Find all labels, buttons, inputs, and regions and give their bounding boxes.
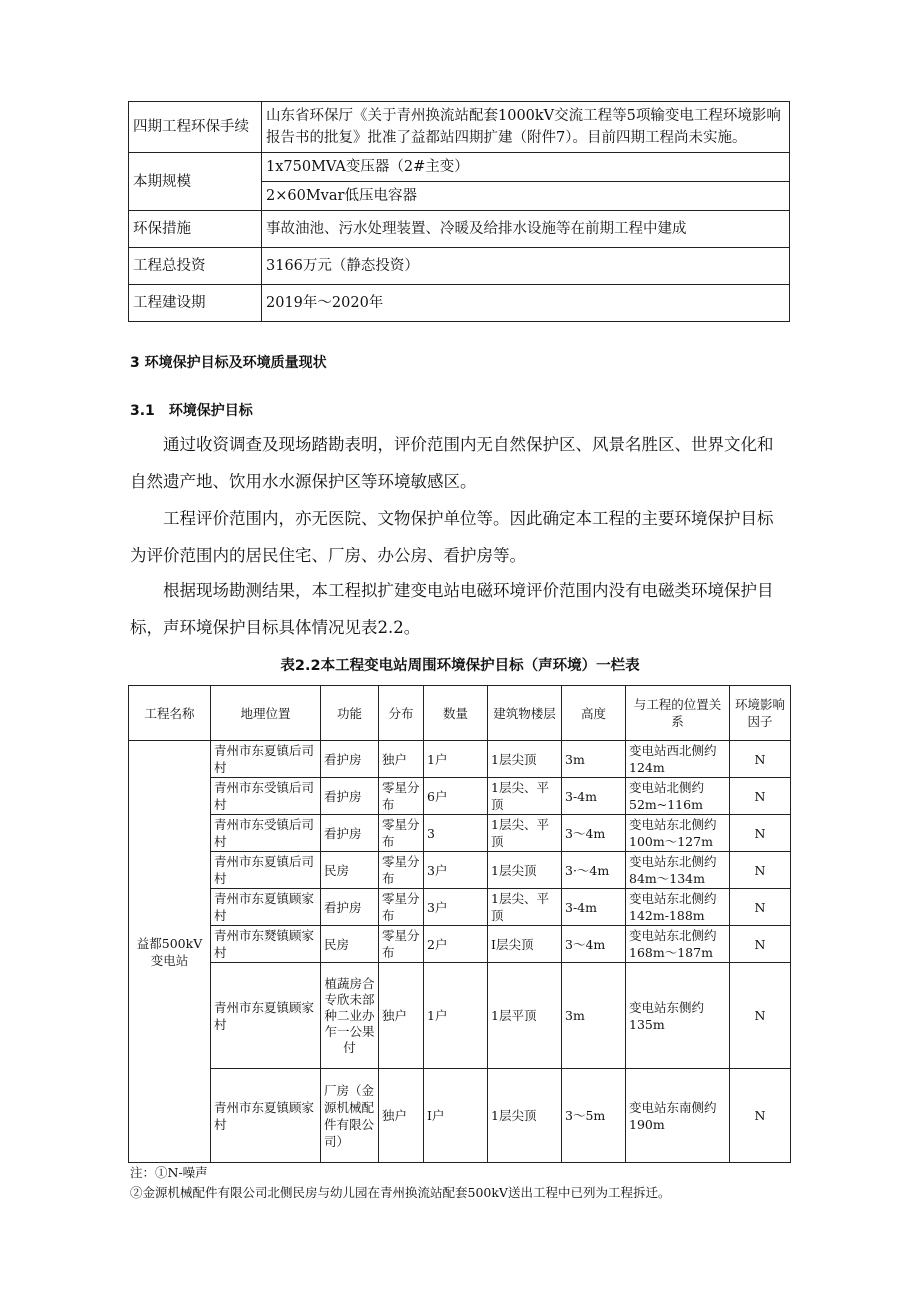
- subsection-title: 环境保护目标: [168, 403, 253, 419]
- quantity-cell: 6户: [424, 778, 488, 815]
- table-row: [129, 889, 791, 926]
- height-cell: 3m: [562, 741, 626, 778]
- distribution-cell: 零星分布: [379, 852, 424, 889]
- project-name-cell: 益都500kV变电站: [129, 741, 211, 1163]
- table-row: [129, 153, 790, 182]
- column-header: 工程名称: [129, 686, 211, 741]
- note-line: 注：①N-噪声: [130, 1165, 208, 1180]
- height-cell: 3-4m: [562, 889, 626, 926]
- height-cell: 3～4m: [562, 926, 626, 963]
- table-row: [129, 778, 791, 815]
- section-heading: 3 环境保护目标及环境质量现状: [130, 355, 327, 371]
- project-info-table: [128, 101, 790, 322]
- distribution-cell: 独户: [379, 1069, 424, 1163]
- row-key: 四期工程环保手续: [129, 102, 262, 153]
- factor-cell: N: [730, 1069, 791, 1163]
- location-cell: 青州市东受镇后司村: [211, 815, 321, 852]
- paragraph: 根据现场勘测结果，本工程拟扩建变电站电磁环境评价范围内没有电磁类环境保护目标，声环境保护目标具体情况见表2.2。: [130, 581, 774, 637]
- floors-cell: 1层尖、平顶: [488, 889, 562, 926]
- subsection-number: 3.1: [130, 403, 155, 419]
- row-value: 山东省环保厅《关于青州换流站配套1000kV交流工程等5项输变电工程环境影响报告书的批复》批准了益都站四期扩建（附件7）。目前四期工程尚未实施。: [262, 102, 790, 153]
- floors-cell: 1层平顶: [488, 963, 562, 1069]
- factor-cell: N: [730, 741, 791, 778]
- noise-target-table: [128, 685, 791, 1163]
- distribution-cell: 零星分布: [379, 778, 424, 815]
- row-key: 工程建设期: [129, 285, 262, 322]
- column-header: 地理位置: [211, 686, 321, 741]
- location-cell: 青州市东夏镇后司村: [211, 852, 321, 889]
- column-header: 功能: [321, 686, 379, 741]
- row-value: 2019年～2020年: [262, 285, 790, 322]
- distribution-cell: 零星分布: [379, 926, 424, 963]
- column-header: 与工程的位置关系: [626, 686, 730, 741]
- function-cell: 民房: [321, 852, 379, 889]
- height-cell: 3m: [562, 963, 626, 1069]
- distribution-cell: 零星分布: [379, 889, 424, 926]
- column-header: 建筑物楼层: [488, 686, 562, 741]
- table-row: [129, 102, 790, 153]
- table-row: [129, 211, 790, 248]
- function-cell: 看护房: [321, 741, 379, 778]
- quantity-cell: 3户: [424, 889, 488, 926]
- factor-cell: N: [730, 815, 791, 852]
- note-line: ②金源机械配件有限公司北侧民房与幼儿园在青州换流站配套500kV送出工程中已列为工程拆迁。: [130, 1185, 671, 1200]
- location-cell: 青州市东夏镇顾家村: [211, 1069, 321, 1163]
- table-row: [129, 815, 791, 852]
- position-cell: 变电站东北侧约84m～134m: [626, 852, 730, 889]
- function-cell: 看护房: [321, 889, 379, 926]
- factor-cell: N: [730, 889, 791, 926]
- floors-cell: 1层尖、平顶: [488, 815, 562, 852]
- table-row: [129, 285, 790, 322]
- location-cell: 青州市东夏镇顾家村: [211, 963, 321, 1069]
- quantity-cell: 2户: [424, 926, 488, 963]
- quantity-cell: 1户: [424, 963, 488, 1069]
- distribution-cell: 独户: [379, 963, 424, 1069]
- function-cell: 看护房: [321, 815, 379, 852]
- quantity-cell: I户: [424, 1069, 488, 1163]
- quantity-cell: 3: [424, 815, 488, 852]
- floors-cell: 1层尖顶: [488, 1069, 562, 1163]
- factor-cell: N: [730, 963, 791, 1069]
- column-header: 环境影响因子: [730, 686, 791, 741]
- height-cell: 3～4m: [562, 815, 626, 852]
- position-cell: 变电站东北侧约168m～187m: [626, 926, 730, 963]
- subsection-heading: [130, 400, 253, 420]
- row-key: 环保措施: [129, 211, 262, 248]
- floors-cell: I层尖顶: [488, 926, 562, 963]
- row-value: 3166万元（静态投资）: [262, 248, 790, 285]
- column-header: 高度: [562, 686, 626, 741]
- paragraph: 工程评价范围内，亦无医院、文物保护单位等。因此确定本工程的主要环境保护目标为评价范围内的居民住宅、厂房、办公房、看护房等。: [130, 509, 774, 565]
- row-value: 1x750MVA变压器（2#主变）: [262, 153, 790, 182]
- floors-cell: 1层尖、平顶: [488, 778, 562, 815]
- paragraph: 通过收资调查及现场踏勘表明，评价范围内无自然保护区、风景名胜区、世界文化和自然遗产地、饮用水水源保护区等环境敏感区。: [130, 435, 774, 491]
- position-cell: 变电站西北侧约124m: [626, 741, 730, 778]
- location-cell: 青州市东夏镇顾家村: [211, 889, 321, 926]
- table-row: [129, 852, 791, 889]
- column-header: 分布: [379, 686, 424, 741]
- factor-cell: N: [730, 778, 791, 815]
- position-cell: 变电站东南侧约190m: [626, 1069, 730, 1163]
- table-header-row: [129, 686, 791, 741]
- location-cell: 青州市东受镇后司村: [211, 778, 321, 815]
- column-header: 数量: [424, 686, 488, 741]
- quantity-cell: 3户: [424, 852, 488, 889]
- height-cell: 3·～4m: [562, 852, 626, 889]
- floors-cell: 1层尖顶: [488, 852, 562, 889]
- table-row: [129, 248, 790, 285]
- position-cell: 变电站北侧约52m~116m: [626, 778, 730, 815]
- table-notes: [130, 1163, 670, 1203]
- position-cell: 变电站东北侧约100m～127m: [626, 815, 730, 852]
- position-cell: 变电站东北侧约142m-188m: [626, 889, 730, 926]
- height-cell: 3-4m: [562, 778, 626, 815]
- factor-cell: N: [730, 926, 791, 963]
- quantity-cell: 1户: [424, 741, 488, 778]
- distribution-cell: 零星分布: [379, 815, 424, 852]
- table-caption: 表2.2本工程变电站周围环境保护目标（声环境）一栏表: [280, 658, 640, 674]
- function-cell: 植蔬房合专欣未部种二业办乍一公果付: [321, 963, 379, 1069]
- row-value: 事故油池、污水处理装置、冷暖及给排水设施等在前期工程中建成: [262, 211, 790, 248]
- row-key: 工程总投资: [129, 248, 262, 285]
- location-cell: 青州市东夏镇后司村: [211, 741, 321, 778]
- factor-cell: N: [730, 852, 791, 889]
- function-cell: 民房: [321, 926, 379, 963]
- position-cell: 变电站东侧约135m: [626, 963, 730, 1069]
- table-row: [129, 1069, 791, 1163]
- function-cell: 看护房: [321, 778, 379, 815]
- function-cell: 厂房（金源机械配件有限公司）: [321, 1069, 379, 1163]
- table-row: [129, 741, 791, 778]
- table-row: [129, 963, 791, 1069]
- location-cell: 青州市东燹镇顾家村: [211, 926, 321, 963]
- height-cell: 3～5m: [562, 1069, 626, 1163]
- row-key: 本期规模: [129, 153, 262, 211]
- table-row: [129, 926, 791, 963]
- floors-cell: 1层尖顶: [488, 741, 562, 778]
- distribution-cell: 独户: [379, 741, 424, 778]
- row-value: 2×60Mvar低压电容器: [262, 182, 790, 211]
